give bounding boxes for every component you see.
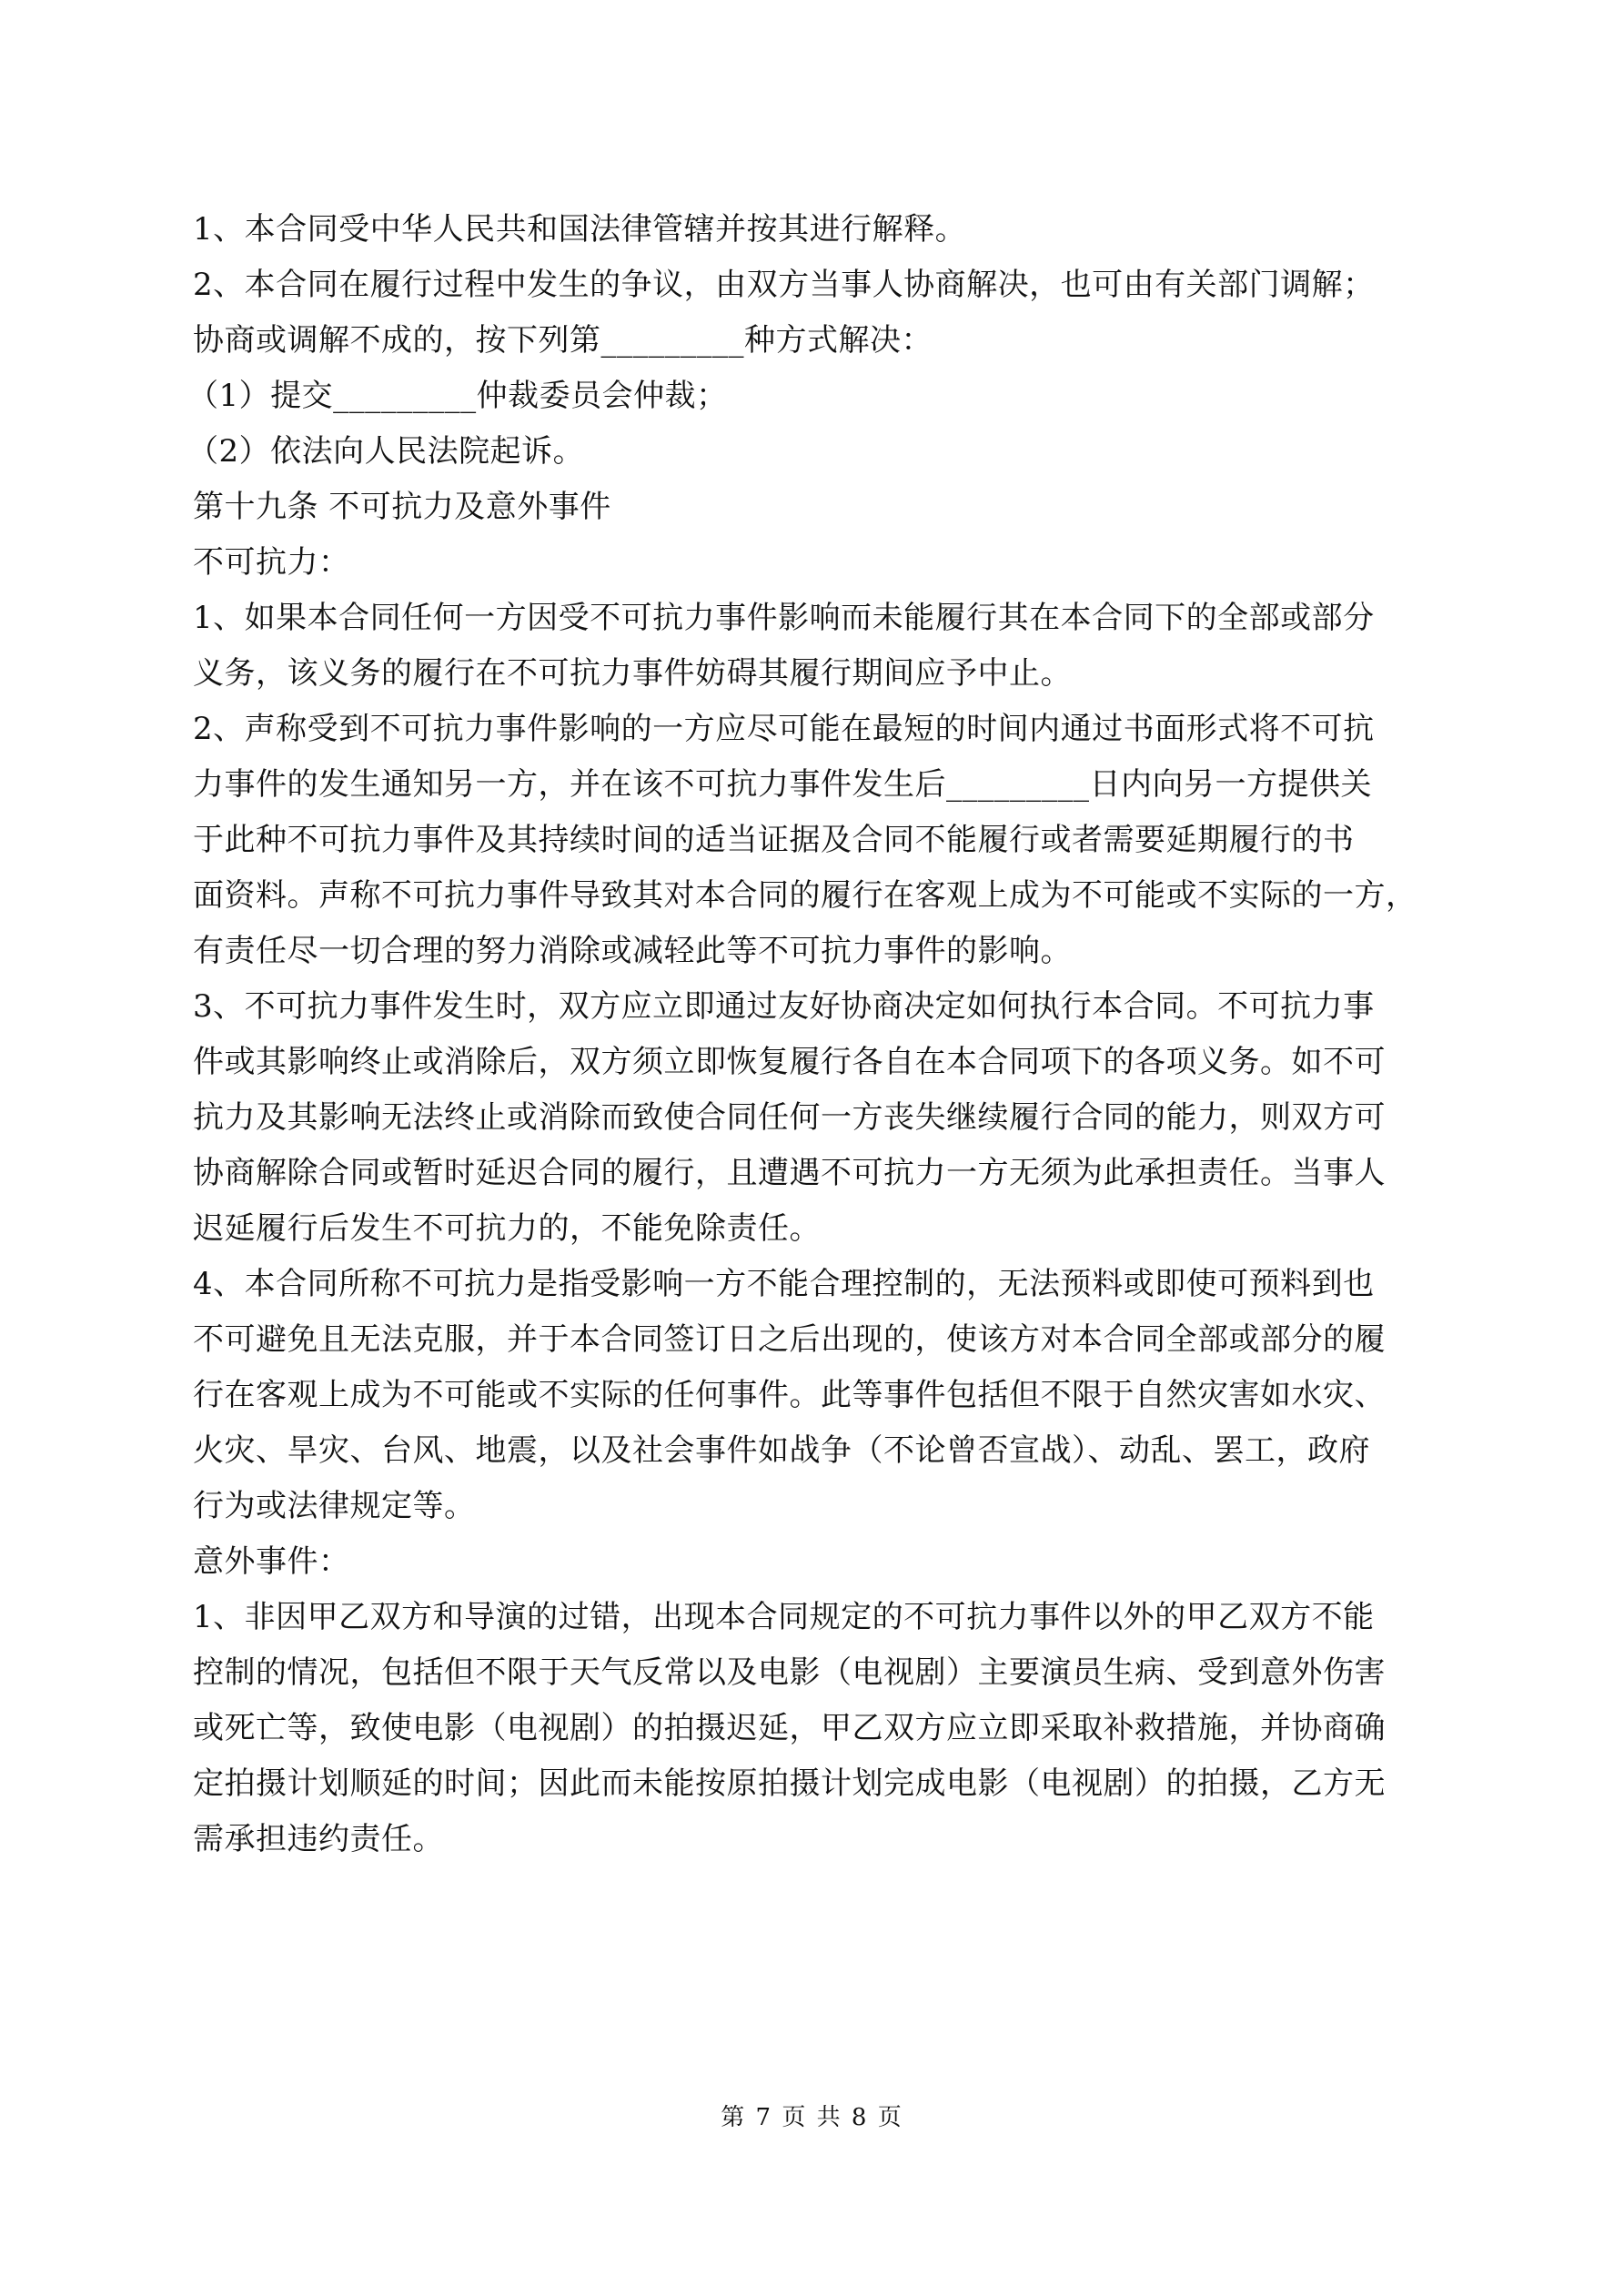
text-line: 1、非因甲乙双方和导演的过错，出现本合同规定的不可抗力事件以外的甲乙双方不能 xyxy=(193,1599,1375,1635)
text-line: 4、本合同所称不可抗力是指受影响一方不能合理控制的，无法预料或即使可预料到也 xyxy=(193,1266,1375,1302)
text-line: 面资料。声称不可抗力事件导致其对本合同的履行在客观上成为不可能或不实际的一方， xyxy=(193,877,1417,914)
text-line: 火灾、旱灾、台风、地震，以及社会事件如战争（不论曾否宣战）、动乱、罢工，政府 xyxy=(193,1432,1370,1469)
text-line: 3、不可抗力事件发生时，双方应立即通过友好协商决定如何执行本合同。不可抗力事 xyxy=(193,988,1375,1025)
text-line: 件或其影响终止或消除后，双方须立即恢复履行各自在本合同项下的各项义务。如不可 xyxy=(193,1044,1386,1080)
text-line: 控制的情况，包括但不限于天气反常以及电影（电视剧）主要演员生病、受到意外伤害 xyxy=(193,1654,1386,1691)
section-heading: 第十九条 不可抗力及意外事件 xyxy=(193,489,611,525)
text-line: （1）提交_________仲裁委员会仲裁； xyxy=(187,378,728,414)
text-line: 有责任尽一切合理的努力消除或减轻此等不可抗力事件的影响。 xyxy=(193,933,1072,969)
text-line: 或死亡等，致使电影（电视剧）的拍摄迟延，甲乙双方应立即采取补救措施，并协商确 xyxy=(193,1710,1386,1746)
text-line: 行在客观上成为不可能或不实际的任何事件。此等事件包括但不限于自然灾害如水灾、 xyxy=(193,1377,1386,1413)
document-body xyxy=(187,202,1444,1867)
text-line: 定拍摄计划顺延的时间；因此而未能按原拍摄计划完成电影（电视剧）的拍摄，乙方无 xyxy=(193,1765,1386,1802)
subheading-accidents: 意外事件： xyxy=(193,1543,350,1580)
text-line: 力事件的发生通知另一方，并在该不可抗力事件发生后_________日内向另一方提供关 xyxy=(193,766,1372,803)
text-line: 协商或调解不成的，按下列第_________种方式解决： xyxy=(193,322,933,359)
subheading-force-majeure: 不可抗力： xyxy=(193,544,350,581)
text-line: 1、本合同受中华人民共和国法律管辖并按其进行解释。 xyxy=(193,211,967,248)
text-line: 抗力及其影响无法终止或消除而致使合同任何一方丧失继续履行合同的能力，则双方可 xyxy=(193,1099,1386,1136)
text-line: 于此种不可抗力事件及其持续时间的适当证据及合同不能履行或者需要延期履行的书 xyxy=(193,822,1355,858)
text-line: （2）依法向人民法院起诉。 xyxy=(187,433,585,470)
text-line: 行为或法律规定等。 xyxy=(193,1488,476,1524)
text-line: 协商解除合同或暂时延迟合同的履行，且遭遇不可抗力一方无须为此承担责任。当事人 xyxy=(193,1155,1386,1191)
text-line: 义务，该义务的履行在不可抗力事件妨碍其履行期间应予中止。 xyxy=(193,655,1072,692)
text-line: 2、本合同在履行过程中发生的争议，由双方当事人协商解决，也可由有关部门调解； xyxy=(193,267,1375,303)
text-line: 需承担违约责任。 xyxy=(193,1821,444,1857)
text-line: 不可避免且无法克服，并于本合同签订日之后出现的，使该方对本合同全部或部分的履 xyxy=(193,1321,1386,1358)
text-line: 2、声称受到不可抗力事件影响的一方应尽可能在最短的时间内通过书面形式将不可抗 xyxy=(193,711,1375,747)
page-number-footer: 第 7 页 共 8 页 xyxy=(721,2104,903,2131)
text-line: 1、如果本合同任何一方因受不可抗力事件影响而未能履行其在本合同下的全部或部分 xyxy=(193,600,1375,636)
text-line: 迟延履行后发生不可抗力的，不能免除责任。 xyxy=(193,1210,821,1247)
